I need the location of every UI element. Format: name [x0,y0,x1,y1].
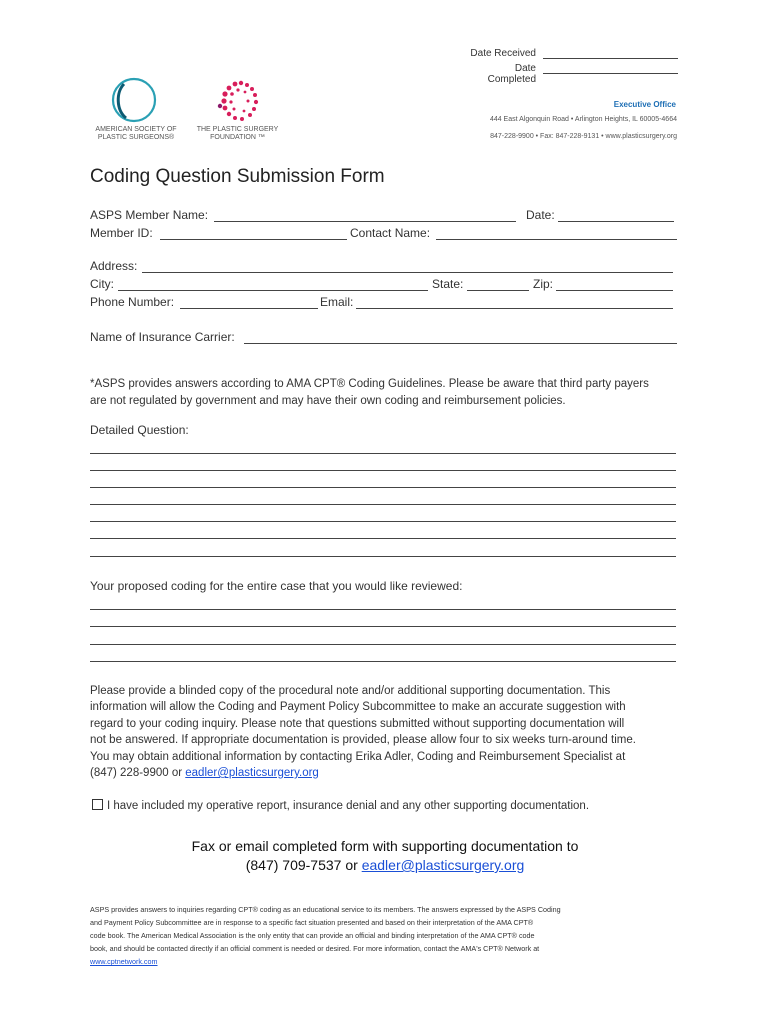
city-label: City: [90,277,114,291]
date-label: Date: [526,208,555,222]
member-name-label: ASPS Member Name: [90,208,209,222]
asps-logo-text-line2: PLASTIC SURGEONS® [97,134,175,141]
detailed-question-line[interactable] [90,521,676,522]
address-field[interactable] [142,272,673,273]
proposed-coding-line[interactable] [90,609,676,610]
instructions-line4: not be answered. If appropriate documentation is provided, please allow four to six weeks turn-around time. [90,734,636,746]
documentation-checkbox-row[interactable] [92,798,589,815]
detailed-question-label: Detailed Question: [90,423,189,437]
proposed-coding-line[interactable] [90,644,676,645]
detailed-question-line[interactable] [90,556,676,557]
state-field[interactable] [467,290,529,291]
insurance-label: Name of Insurance Carrier: [90,330,235,344]
instructions-line3: regard to your coding inquiry. Please note that questions submitted without supporting documentation will [90,718,625,730]
disclaimer-line2: are not regulated by government and may have their own coding and reimbursement policies. [90,395,566,407]
member-id-field[interactable] [160,239,347,240]
footer-link-row [90,955,158,968]
instructions-line1: Please provide a blinded copy of the procedural note and/or additional supporting documentation. This [90,685,611,697]
footer-line2: and Payment Policy Subcommittee are in response to a specific fact situation presented and based on their interpretation of the AMA CPT® [90,918,534,927]
insurance-field[interactable] [244,343,677,344]
detailed-question-line[interactable] [90,470,676,471]
psf-logo [190,76,285,146]
date-field[interactable] [558,221,674,222]
proposed-coding-line[interactable] [90,626,676,627]
asps-logo-mark-icon [88,76,188,128]
detailed-question-line[interactable] [90,538,676,539]
disclaimer-line1: *ASPS provides answers according to AMA CPT® Coding Guidelines. Please be aware that third party payers [90,378,649,390]
date-completed-field[interactable] [543,73,678,74]
instructions-email-link[interactable]: eadler@plasticsurgery.org [185,767,319,779]
fax-number: (847) 709-7537 or [245,857,362,873]
contact-name-field[interactable] [436,239,677,240]
office-address: 444 East Algonquin Road • Arlington Heights, IL 60005-4664 [489,116,677,123]
zip-field[interactable] [556,290,673,291]
date-received-field[interactable] [543,58,678,59]
psf-logo-text-line1: THE PLASTIC SURGERY [196,126,279,133]
instructions-line2: information will allow the Coding and Payment Policy Subcommittee to make an accurate suggestion with [90,701,626,713]
asps-logo-text-line1: AMERICAN SOCIETY OF [95,126,177,133]
proposed-coding-line[interactable] [90,661,676,662]
date-received-label: Date Received [470,48,536,59]
address-label: Address: [90,259,138,273]
office-label: Executive Office [613,100,676,109]
phone-field[interactable] [180,308,318,309]
contact-name-label: Contact Name: [350,226,431,240]
member-id-label: Member ID: [90,226,153,240]
asps-logo [88,76,188,146]
member-name-field[interactable] [214,221,516,222]
detailed-question-line[interactable] [90,453,676,454]
psf-logo-mark-icon [190,76,285,128]
footer-line1: ASPS provides answers to inquiries regarding CPT® coding as an educational service to its members. The answers expressed by the ASPS Coding [90,905,561,914]
detailed-question-line[interactable] [90,504,676,505]
instructions-phone: (847) 228-9900 or [90,767,186,779]
proposed-coding-label: Your proposed coding for the entire case that you would like reviewed: [90,579,463,593]
phone-label: Phone Number: [90,295,175,309]
instructions-line6 [90,765,319,782]
zip-label: Zip: [533,277,554,291]
detailed-question-line[interactable] [90,487,676,488]
form-title: Coding Question Submission Form [90,166,385,187]
state-label: State: [432,277,464,291]
fax-instruction-line2 [0,857,770,873]
instructions-line5: You may obtain additional information by contacting Erika Adler, Coding and Reimbursement Specialist at [90,751,626,763]
email-field[interactable] [356,308,673,309]
documentation-checkbox[interactable] [92,799,103,810]
fax-instruction-line1: Fax or email completed form with supporting documentation to [191,838,579,854]
documentation-checkbox-label: I have included my operative report, insurance denial and any other supporting documentation. [107,800,590,812]
psf-logo-text-line2: FOUNDATION ™ [210,134,265,141]
email-label: Email: [320,295,354,309]
date-completed-label: Date Completed [487,63,536,85]
cpt-network-link[interactable]: www.cptnetwork.com [90,957,158,966]
city-field[interactable] [118,290,428,291]
fax-email-link[interactable]: eadler@plasticsurgery.org [361,857,525,873]
footer-line3: code book. The American Medical Association is the only entity that can provide an official and binding interpretation of the AMA CPT® code [90,931,535,940]
footer-line4: book, and should be contacted directly if an official comment is needed or desired. For more information, contact the AMA's CPT® Network at [90,944,540,953]
office-phone: 847-228-9900 • Fax: 847-228-9131 • www.plasticsurgery.org [490,133,677,140]
